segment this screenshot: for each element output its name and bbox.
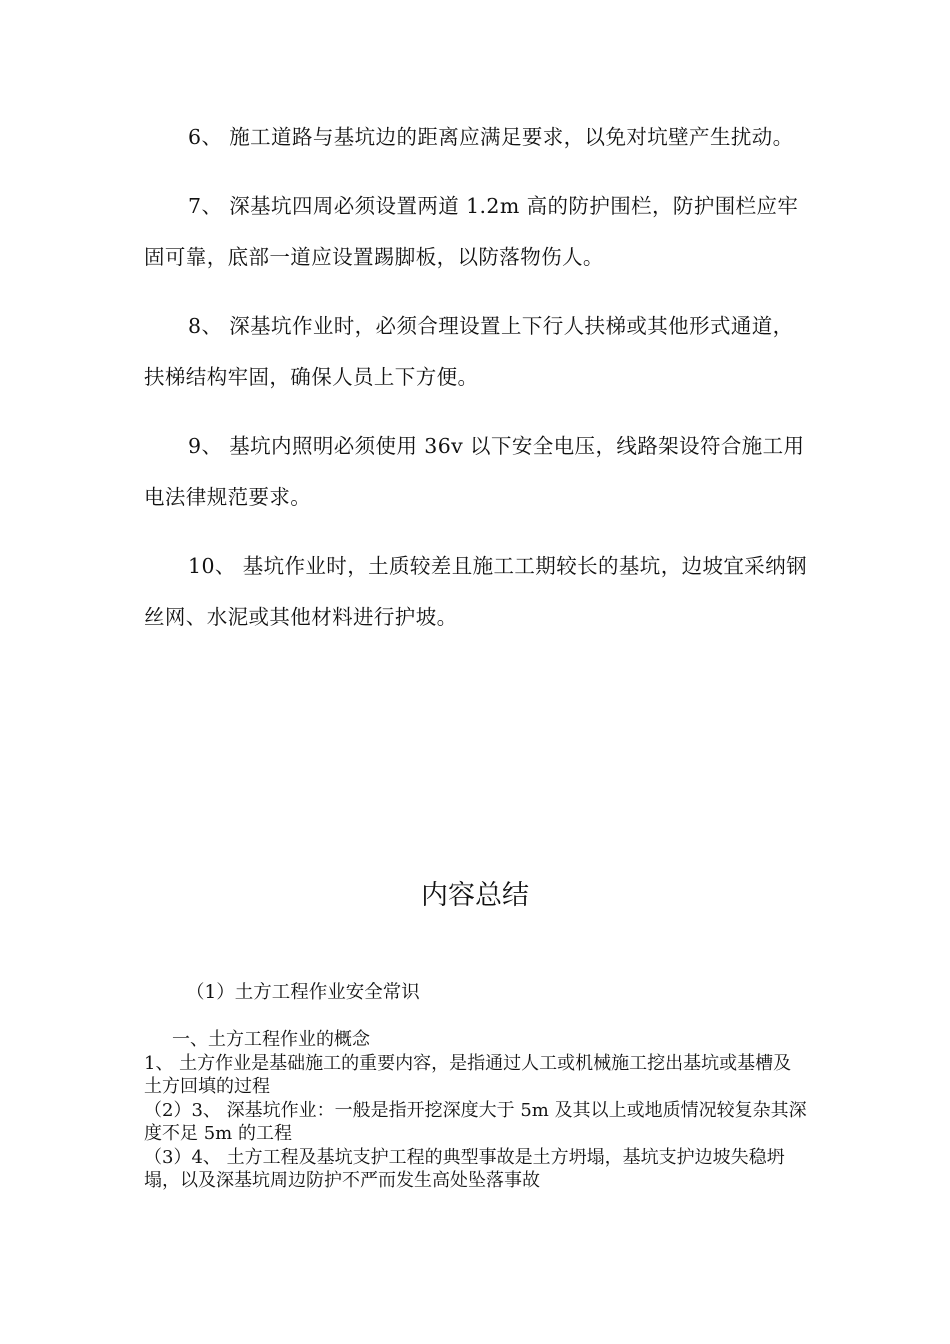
rule-item-7: 7、 深基坑四周必须设置两道 1.2m 高的防护围栏，防护围栏应牢固可靠，底部一道应设置踢脚板，以防落物伤人。: [144, 194, 799, 269]
summary-line-1: 一、土方工程作业的概念: [172, 1029, 370, 1050]
rule-item-8: 8、 深基坑作业时，必须合理设置上下行人扶梯或其他形式通道，扶梯结构牢固，确保人员上下方便。: [144, 314, 794, 389]
summary-line-2: 1、 土方作业是基础施工的重要内容，是指通过人工或机械施工挖出基坑或基槽及土方回填的过程: [144, 1052, 792, 1097]
rule-item-10: 10、 基坑作业时，土质较差且施工工期较长的基坑，边坡宜采纳钢丝网、水泥或其他材料进行护坡。: [144, 554, 807, 629]
summary-title: 内容总结: [421, 880, 529, 911]
summary-line-4: （3）4、 土方工程及基坑支护工程的典型事故是土方坍塌，基坑支护边坡失稳坍塌，以及深基坑周边防护不严而发生高处坠落事故: [144, 1146, 785, 1191]
summary-list: [144, 1028, 809, 1193]
rule-item-6: 6、 施工道路与基坑边的距离应满足要求，以免对坑壁产生扰动。: [188, 125, 794, 149]
safety-rules-list: [144, 112, 809, 661]
summary-line-3: （2）3、 深基坑作业：一般是指开挖深度大于 5m 及其以上或地质情况较复杂其深度不足 5m 的工程: [144, 1099, 807, 1144]
rule-item-9: 9、 基坑内照明必须使用 36v 以下安全电压，线路架设符合施工用电法律规范要求。: [144, 434, 805, 509]
summary-subtitle: （1）土方工程作业安全常识: [186, 982, 420, 1003]
